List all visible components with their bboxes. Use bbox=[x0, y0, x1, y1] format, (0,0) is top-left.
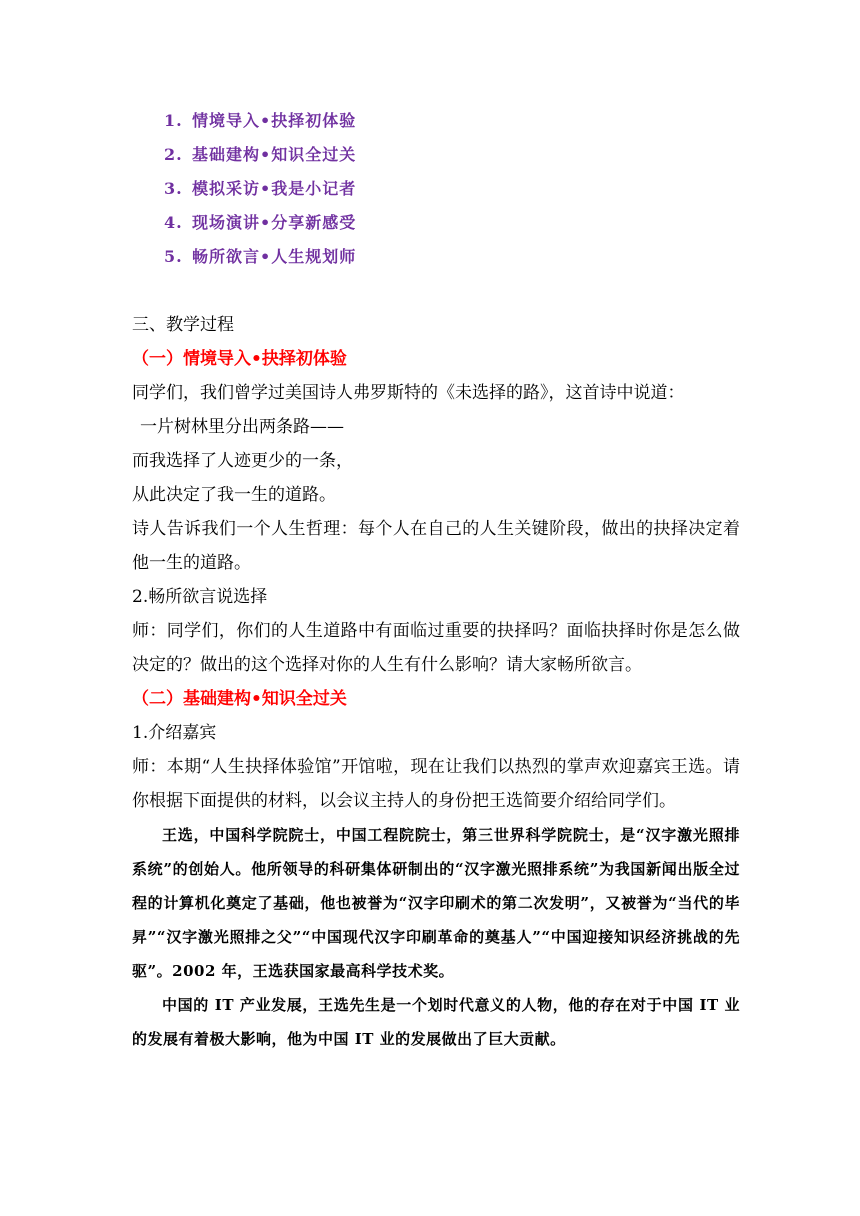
outline-item-label: 情境导入•抉择初体验 bbox=[192, 111, 357, 130]
section-title: 三、教学过程 bbox=[132, 315, 234, 335]
material-paragraph: 王选，中国科学院院士，中国工程院院士，第三世界科学院院士，是“汉字激光照排系统”的创始人。他所领导的科研集体研制出的“汉字激光照排系统”为我国新闻出版全过程的计算机化奠定了基础，他也被誉为“汉字印刷术的第二次发明”，又被誉为“当代的毕昇”“汉字激光照排之父”“中国现代汉字印刷革命的奠基人”“中国迎接知识经济挑战的先驱”。2002 年，王选获国家最高科学技术奖。 bbox=[132, 826, 740, 980]
outline-item bbox=[164, 242, 564, 276]
outline-item-number: 1. bbox=[164, 111, 183, 130]
material-paragraph: 中国的 IT 产业发展，王选先生是一个划时代意义的人物，他的存在对于中国 IT 业的发展有着极大影响，他为中国 IT 业的发展做出了巨大贡献。 bbox=[132, 996, 740, 1048]
outline-item bbox=[164, 140, 564, 174]
part1-sub2-text: 师：同学们，你们的人生道路中有面临过重要的抉择吗？面临抉择时你是怎么做决定的？做出的这个选择对你的人生有什么影响？请大家畅所欲言。 bbox=[132, 621, 740, 675]
outline-item bbox=[164, 208, 564, 242]
outline-item bbox=[164, 106, 564, 140]
part2-sub1-text: 师：本期“人生抉择体验馆”开馆啦，现在让我们以热烈的掌声欢迎嘉宾王选。请你根据下面提供的材料，以会议主持人的身份把王选简要介绍给同学们。 bbox=[132, 757, 740, 811]
outline-item-number: 5. bbox=[164, 247, 183, 266]
part2-sub1-title: 1.介绍嘉宾 bbox=[132, 723, 217, 743]
outline-item-label: 模拟采访•我是小记者 bbox=[192, 179, 357, 198]
poem-line: 从此决定了我一生的道路。 bbox=[132, 485, 336, 505]
outline-item-number: 3. bbox=[164, 179, 183, 198]
poem-line: 而我选择了人迹更少的一条， bbox=[132, 451, 353, 471]
outline-item-label: 基础建构•知识全过关 bbox=[192, 145, 357, 164]
part1-sub2-title: 2.畅所欲言说选择 bbox=[132, 587, 268, 607]
outline-item bbox=[164, 174, 564, 208]
teaching-process-section bbox=[132, 308, 740, 1056]
part1-intro: 同学们，我们曾学过美国诗人弗罗斯特的《未选择的路》，这首诗中说道： bbox=[132, 383, 685, 403]
poem-line: 一片树林里分出两条路—— bbox=[140, 417, 344, 437]
outline-item-number: 2. bbox=[164, 145, 183, 164]
part1-conclusion: 诗人告诉我们一个人生哲理：每个人在自己的人生关键阶段，做出的抉择决定着他一生的道路。 bbox=[132, 519, 740, 573]
part2-heading: （二）基础建构•知识全过关 bbox=[132, 689, 347, 709]
outline-item-label: 畅所欲言•人生规划师 bbox=[192, 247, 357, 266]
part1-heading: （一）情境导入•抉择初体验 bbox=[132, 349, 347, 369]
outline-item-label: 现场演讲•分享新感受 bbox=[192, 213, 357, 232]
outline-list bbox=[164, 106, 564, 276]
outline-item-number: 4. bbox=[164, 213, 183, 232]
